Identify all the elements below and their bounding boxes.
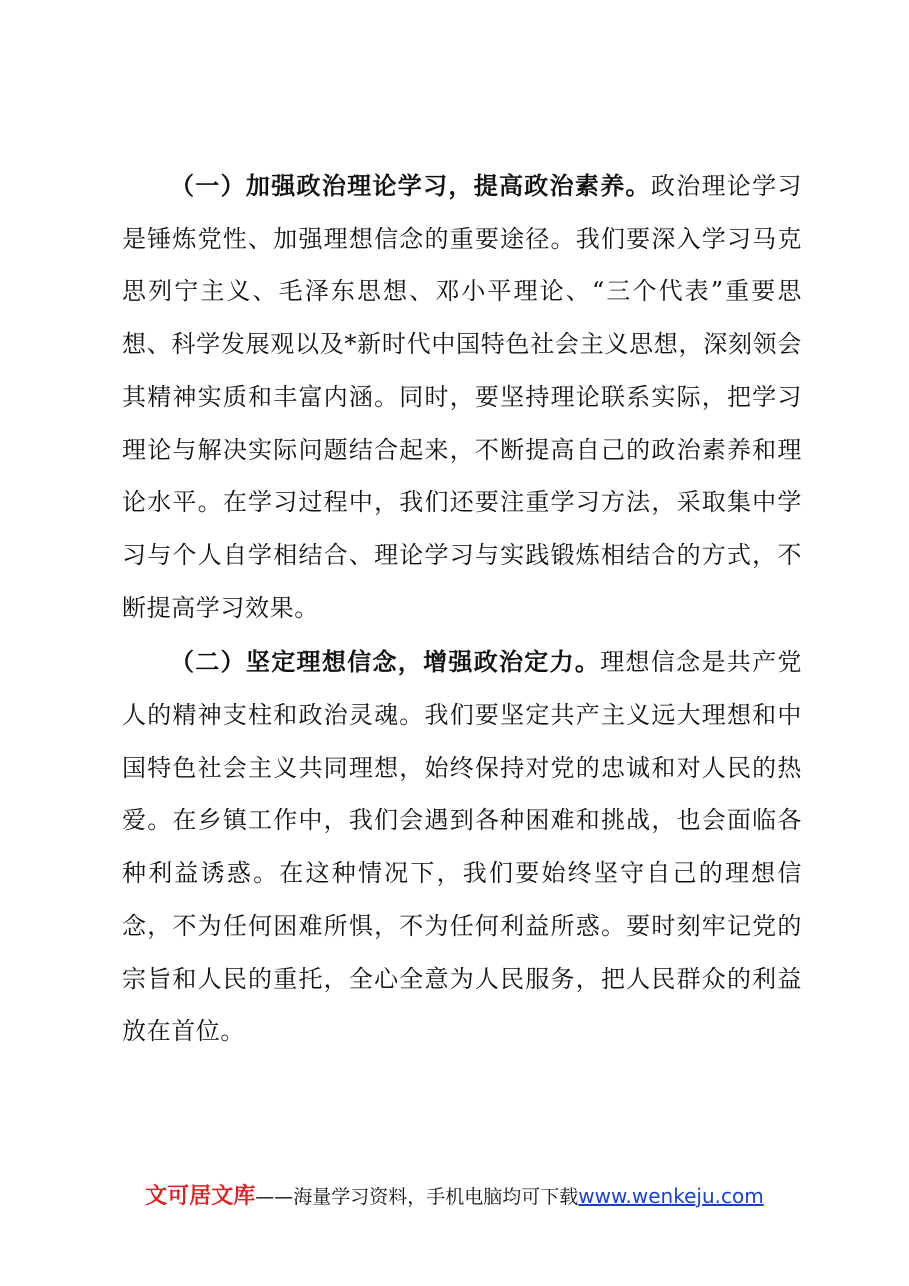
paragraph-1 — [122, 160, 802, 634]
document-body — [122, 160, 802, 1058]
footer-separator: —— — [255, 1186, 294, 1208]
paragraph-2-heading: （二）坚定理想信念，增强政治定力。 — [170, 647, 601, 677]
paragraph-1-heading: （一）加强政治理论学习，提高政治素养。 — [170, 171, 651, 200]
footer-brand: 文可居文库 — [145, 1184, 256, 1209]
page-footer — [0, 1180, 909, 1213]
footer-slogan: 海量学习资料，手机电脑均可下载 — [293, 1186, 579, 1208]
paragraph-2 — [122, 636, 802, 1058]
paragraph-2-text: 理想信念是共产党人的精神支柱和政治灵魂。我们要坚定共产主义远大理想和中国特色社会主义共同理想，始终保持对党的忠诚和对人民的热爱。在乡镇工作中，我们会遇到各种困难和挑战，也会面临各种利益诱惑。在这种情况下，我们要始终坚守自己的理想信念，不为任何困难所惧，不为任何利益所惑。要时刻牢记党的宗旨和人民的重托，全心全意为人民服务，把人民群众的利益放在首位。 — [122, 648, 802, 1046]
paragraph-1-text: 政治理论学习是锤炼党性、加强理想信念的重要途径。我们要深入学习马克思列宁主义、毛泽东思想、邓小平理论、“三个代表”重要思想、科学发展观以及*新时代中国特色社会主义思想，深刻领会其精神实质和丰富内涵。同时，要坚持理论联系实际，把学习理论与解决实际问题结合起来，不断提高自己的政治素养和理论水平。在学习过程中，我们还要注重学习方法，采取集中学习与个人自学相结合、理论学习与实践锻炼相结合的方式，不断提高学习效果。 — [122, 172, 802, 622]
footer-website-link[interactable]: www.wenkeju.com — [578, 1184, 764, 1208]
